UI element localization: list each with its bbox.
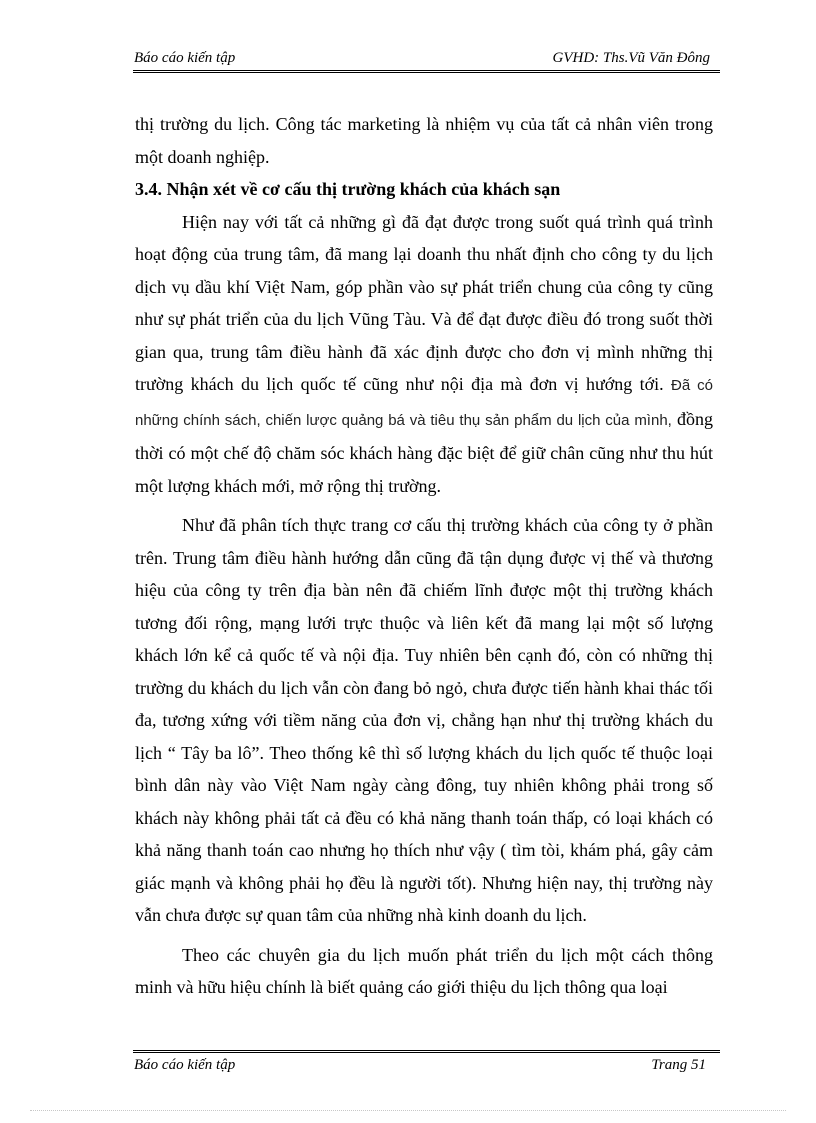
paragraph-1-part-b: Đã có những chính sách, chiến lược quảng bá và tiêu thụ sản phẩm du lịch của mình, bbox=[135, 377, 714, 429]
header-report-title: Báo cáo kiến tập bbox=[134, 50, 236, 66]
paragraph-1-part-c: đồng thời có một chế độ chăm sóc khách hàng đặc biệt để giữ chân cũng như thu hút một lượng khách mới, mở rộng thị trường. bbox=[135, 408, 714, 496]
footer-report-title: Báo cáo kiến tập bbox=[134, 1057, 236, 1073]
paragraph-2: Như đã phân tích thực trang cơ cấu thị trường khách của công ty ở phần trên. Trung tâm điều hành hướng dẫn cũng đã tận dụng được vị thế và thương hiệu của công ty trên địa bàn nên đã chiếm lĩnh được một thị trường khách tương đối rộng, mạng lưới trực thuộc và liên kết đã mang lại một số lượng khách lớn kể cả quốc tế và nội địa. Tuy nhiên bên cạnh đó, còn có những thị trường du khách du lịch vẫn còn đang bỏ ngỏ, chưa được tiến hành khai thác tối đa, tương xứng với tiềm năng của đơn vị, chẳng hạn như thị trường khách du lịch “ Tây ba lô”. Theo thống kê thì số lượng khách du lịch quốc tế thuộc loại bình dân này vào Việt Nam ngày càng đông, tuy nhiên không phải trong số khách này không phải tất cả đều có khả năng thanh toán thấp, có loại khách có khả năng thanh toán cao nhưng họ thích như vậy ( tìm tòi, khám phá, gây cảm giác mạnh và không phải họ đều là người tốt). Nhưng hiện nay, thị trường này vẫn chưa được sự quan tâm của những nhà kinh doanh du lịch. bbox=[135, 515, 713, 925]
footer-rule bbox=[133, 1050, 720, 1053]
footer-page-number: Trang 51 bbox=[651, 1057, 706, 1073]
paragraph-1-part-a: Hiện nay với tất cả những gì đã đạt được trong suốt quá trình quá trình hoạt động của trung tâm, đã mang lại doanh thu nhất định cho công ty du lịch dịch vụ dầu khí Việt Nam, góp phần vào sự phát triển chung của công ty cũng như sự phát triển của du lịch Vũng Tàu. Và để đạt được điều đó trong suốt thời gian qua, trung tâm điều hành đã xác định được cho đơn vị mình những thị trường khách du lịch quốc tế cũng như nội địa mà đơn vị hướng tới. bbox=[135, 211, 713, 394]
header-supervisor: GVHD: Ths.Vũ Văn Đông bbox=[552, 50, 710, 66]
paragraph-1 bbox=[135, 206, 713, 503]
header-rule bbox=[133, 70, 720, 73]
page-bottom-border bbox=[30, 1110, 786, 1111]
section-heading: 3.4. Nhận xét về cơ cấu thị trường khách của khách sạn bbox=[135, 179, 561, 199]
paragraph-continuation: thị trường du lịch. Công tác marketing là nhiệm vụ của tất cả nhân viên trong một doanh nghiệp. bbox=[135, 114, 713, 167]
page-body bbox=[135, 108, 713, 1004]
page-footer bbox=[133, 1057, 720, 1077]
page-header bbox=[133, 49, 720, 68]
paragraph-3: Theo các chuyên gia du lịch muốn phát triển du lịch một cách thông minh và hữu hiệu chính là biết quảng cáo giới thiệu du lịch thông qua loại bbox=[135, 944, 713, 997]
